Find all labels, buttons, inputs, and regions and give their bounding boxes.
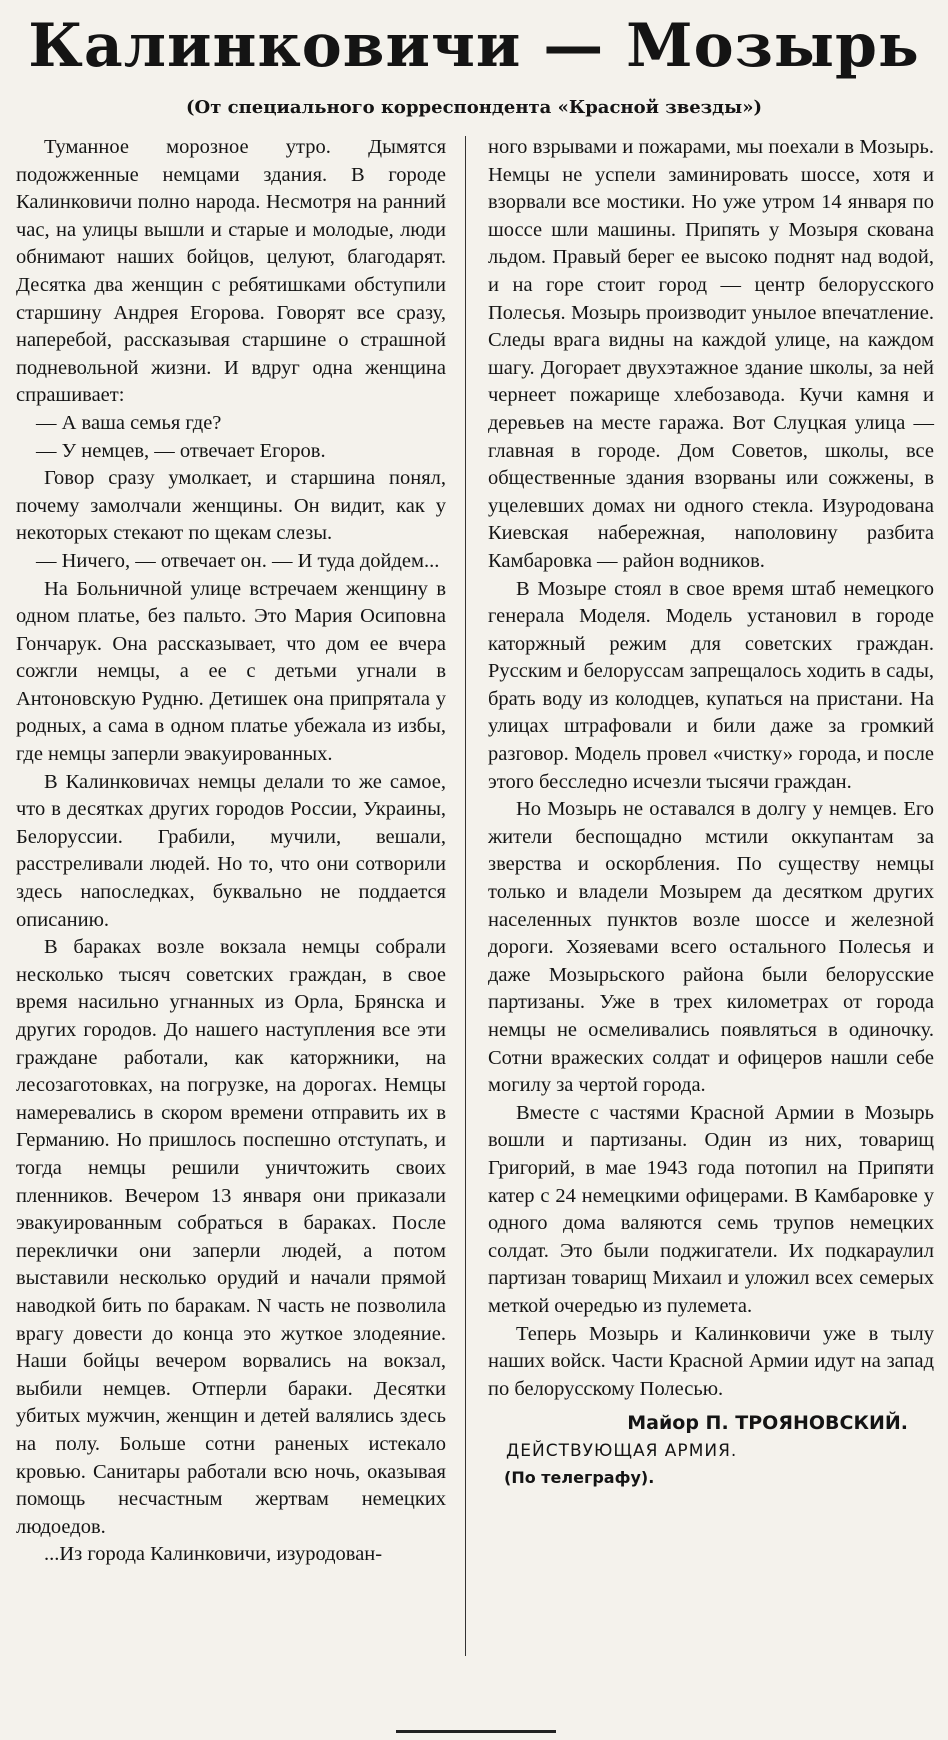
dialogue-line: — А ваша семья где? xyxy=(36,411,222,434)
paragraph: Теперь Мозырь и Калинковичи уже в тылу наших войск. Части Красной Армии идут на запад по белорусскому Полесью. xyxy=(488,1322,934,1400)
dialogue-line: — У немцев, — отвечает Егоров. xyxy=(36,439,326,462)
paragraph: На Больничной улице встречаем женщину в одном платье, без пальто. Это Мария Осиповна Гончарук. Она рассказывает, что дом ее вчера сожгли немцы, а ее с детьми угнали в Антоновскую Рудню. Детишек она припрятала у родных, а сама в одном платье убежала из избы, где немцы заперли эвакуированных. xyxy=(16,577,446,766)
right-column xyxy=(488,134,934,1491)
paragraph: В бараках возле вокзала немцы собрали несколько тысяч советских граждан, в свое время насильно угнанных из Орла, Брянска и других городов. До нашего наступления все эти граждане работали, как каторжники, на лесозаготовках, на погрузке, на дорогах. Немцы намеревались в скором времени отправить их в Германию. Но пришлось поспешно отступать, и тогда немцы решили уничтожить своих пленников. Вечером 13 января они приказали эвакуированным собраться в бараках. После переклички они заперли людей, а потом выставили несколько орудий и начали прямой наводкой бить по баракам. N часть не позволила врагу довести до конца это жуткое злодеяние. Наши бойцы вечером ворвались на вокзал, выбили немцев. Отперли бараки. Десятки убитых мужчин, женщин и детей валялись здесь на полу. Больше сотни раненых истекало кровью. Санитары работали всю ночь, оказывая помощь несчастным жертвам немецких людоедов. xyxy=(16,936,446,1538)
subheadline: (От специального корреспондента «Красной звезды») xyxy=(186,97,762,118)
paragraph: Но Мозырь не оставался в долгу у немцев. Его жители беспощадно мстили оккупантам за зверства и оскорбления. По существу немцы только и владели Мозырем да десятком других населенных пунктов возле шоссе и железной дороги. Хозяевами всего остального Полесья и даже Мозырьского района были белорусские партизаны. Уже в трех километрах от города немцы не осмеливались появляться в одиночку. Сотни вражеских солдат и офицеров нашли себе могилу за чертой города. xyxy=(488,798,934,1097)
paragraph: Говор сразу умолкает, и старшина понял, почему замолчали женщины. Он видит, как у некоторых стекают по щекам слезы. xyxy=(16,467,446,545)
headline: Калинковичи — Мозырь xyxy=(28,11,920,81)
byline: Майор П. ТРОЯНОВСКИЙ. xyxy=(627,1412,908,1435)
paragraph: В Мозыре стоял в свое время штаб немецкого генерала Моделя. Модель установил в городе каторжный режим для советских граждан. Русским и белоруссам запрещалось ходить в сады, брать воду из колодцев, купаться на пристани. На улицах штрафовали и били даже за громкий разговор. Модель провел «чистку» города, и после этого бесследно исчезли тысячи граждан. xyxy=(488,577,934,793)
paragraph: В Калинковичах немцы делали то же самое, что в десятках других городов России, Украины, Белоруссии. Грабили, мучили, вешали, расстреливали людей. Но то, что они сотворили здесь напоследках, буквально не поддается описанию. xyxy=(16,770,446,931)
telegraph-note: (По телеграфу). xyxy=(504,1468,655,1488)
paragraph: Вместе с частями Красной Армии в Мозырь вошли и партизаны. Один из них, товарищ Григорий, в мае 1943 года потопил на Припяти катер с 24 немецкими офицерами. В Камбаровке у одного дома валяются семь трупов немецких солдат. Это были поджигатели. Их подкараулил партизан товарищ Михаил и уложил всех семерых меткой очередью из пулемета. xyxy=(488,1101,934,1317)
end-rule xyxy=(396,1730,556,1733)
left-column xyxy=(16,134,446,1569)
paragraph-continuation: ного взрывами и пожарами, мы поехали в Мозырь. Немцы не успели заминировать шоссе, хотя и взорвали все мостики. Но уже утром 14 января по шоссе шли машины. Припять у Мозыря скована льдом. Правый берег ее высоко поднят над водой, и на горе стоит город — центр белорусского Полесья. Мозырь производит унылое впечатление. Следы врага видны на каждой улице, на каждом шагу. Догорает двухэтажное здание школы, за ней чернеет пожарище хлебозавода. Кучи камня и деревьев на месте гаража. Вот Слуцкая улица — главная в городе. Дом Советов, школы, все общественные здания взорваны или сожжены, в уцелевших домах ни одного стекла. Изуродована Киевская набережная, наполовину разбита Камбаровка — район водников. xyxy=(488,136,934,572)
paragraph: ...Из города Калинковичи, изуродован- xyxy=(44,1543,383,1566)
dateline: ДЕЙСТВУЮЩАЯ АРМИЯ. xyxy=(506,1441,738,1462)
column-divider xyxy=(465,136,466,1656)
right-column-body xyxy=(488,134,934,1403)
paragraph: Туманное морозное утро. Дымятся подожженные немцами здания. В городе Калинковичи полно народа. Несмотря на ранний час, на улицы вышли и старые и молодые, люди обнимают наших бойцов, целуют, благодарят. Десятка два женщин с ребятишками обступили старшину Андрея Егорова. Говорят все сразу, наперебой, рассказывая старшине о страшной подневольной жизни. И вдруг одна женщина спрашивает: xyxy=(16,136,446,407)
dialogue-line: — Ничего, — отвечает он. — И туда дойдем... xyxy=(36,549,440,572)
